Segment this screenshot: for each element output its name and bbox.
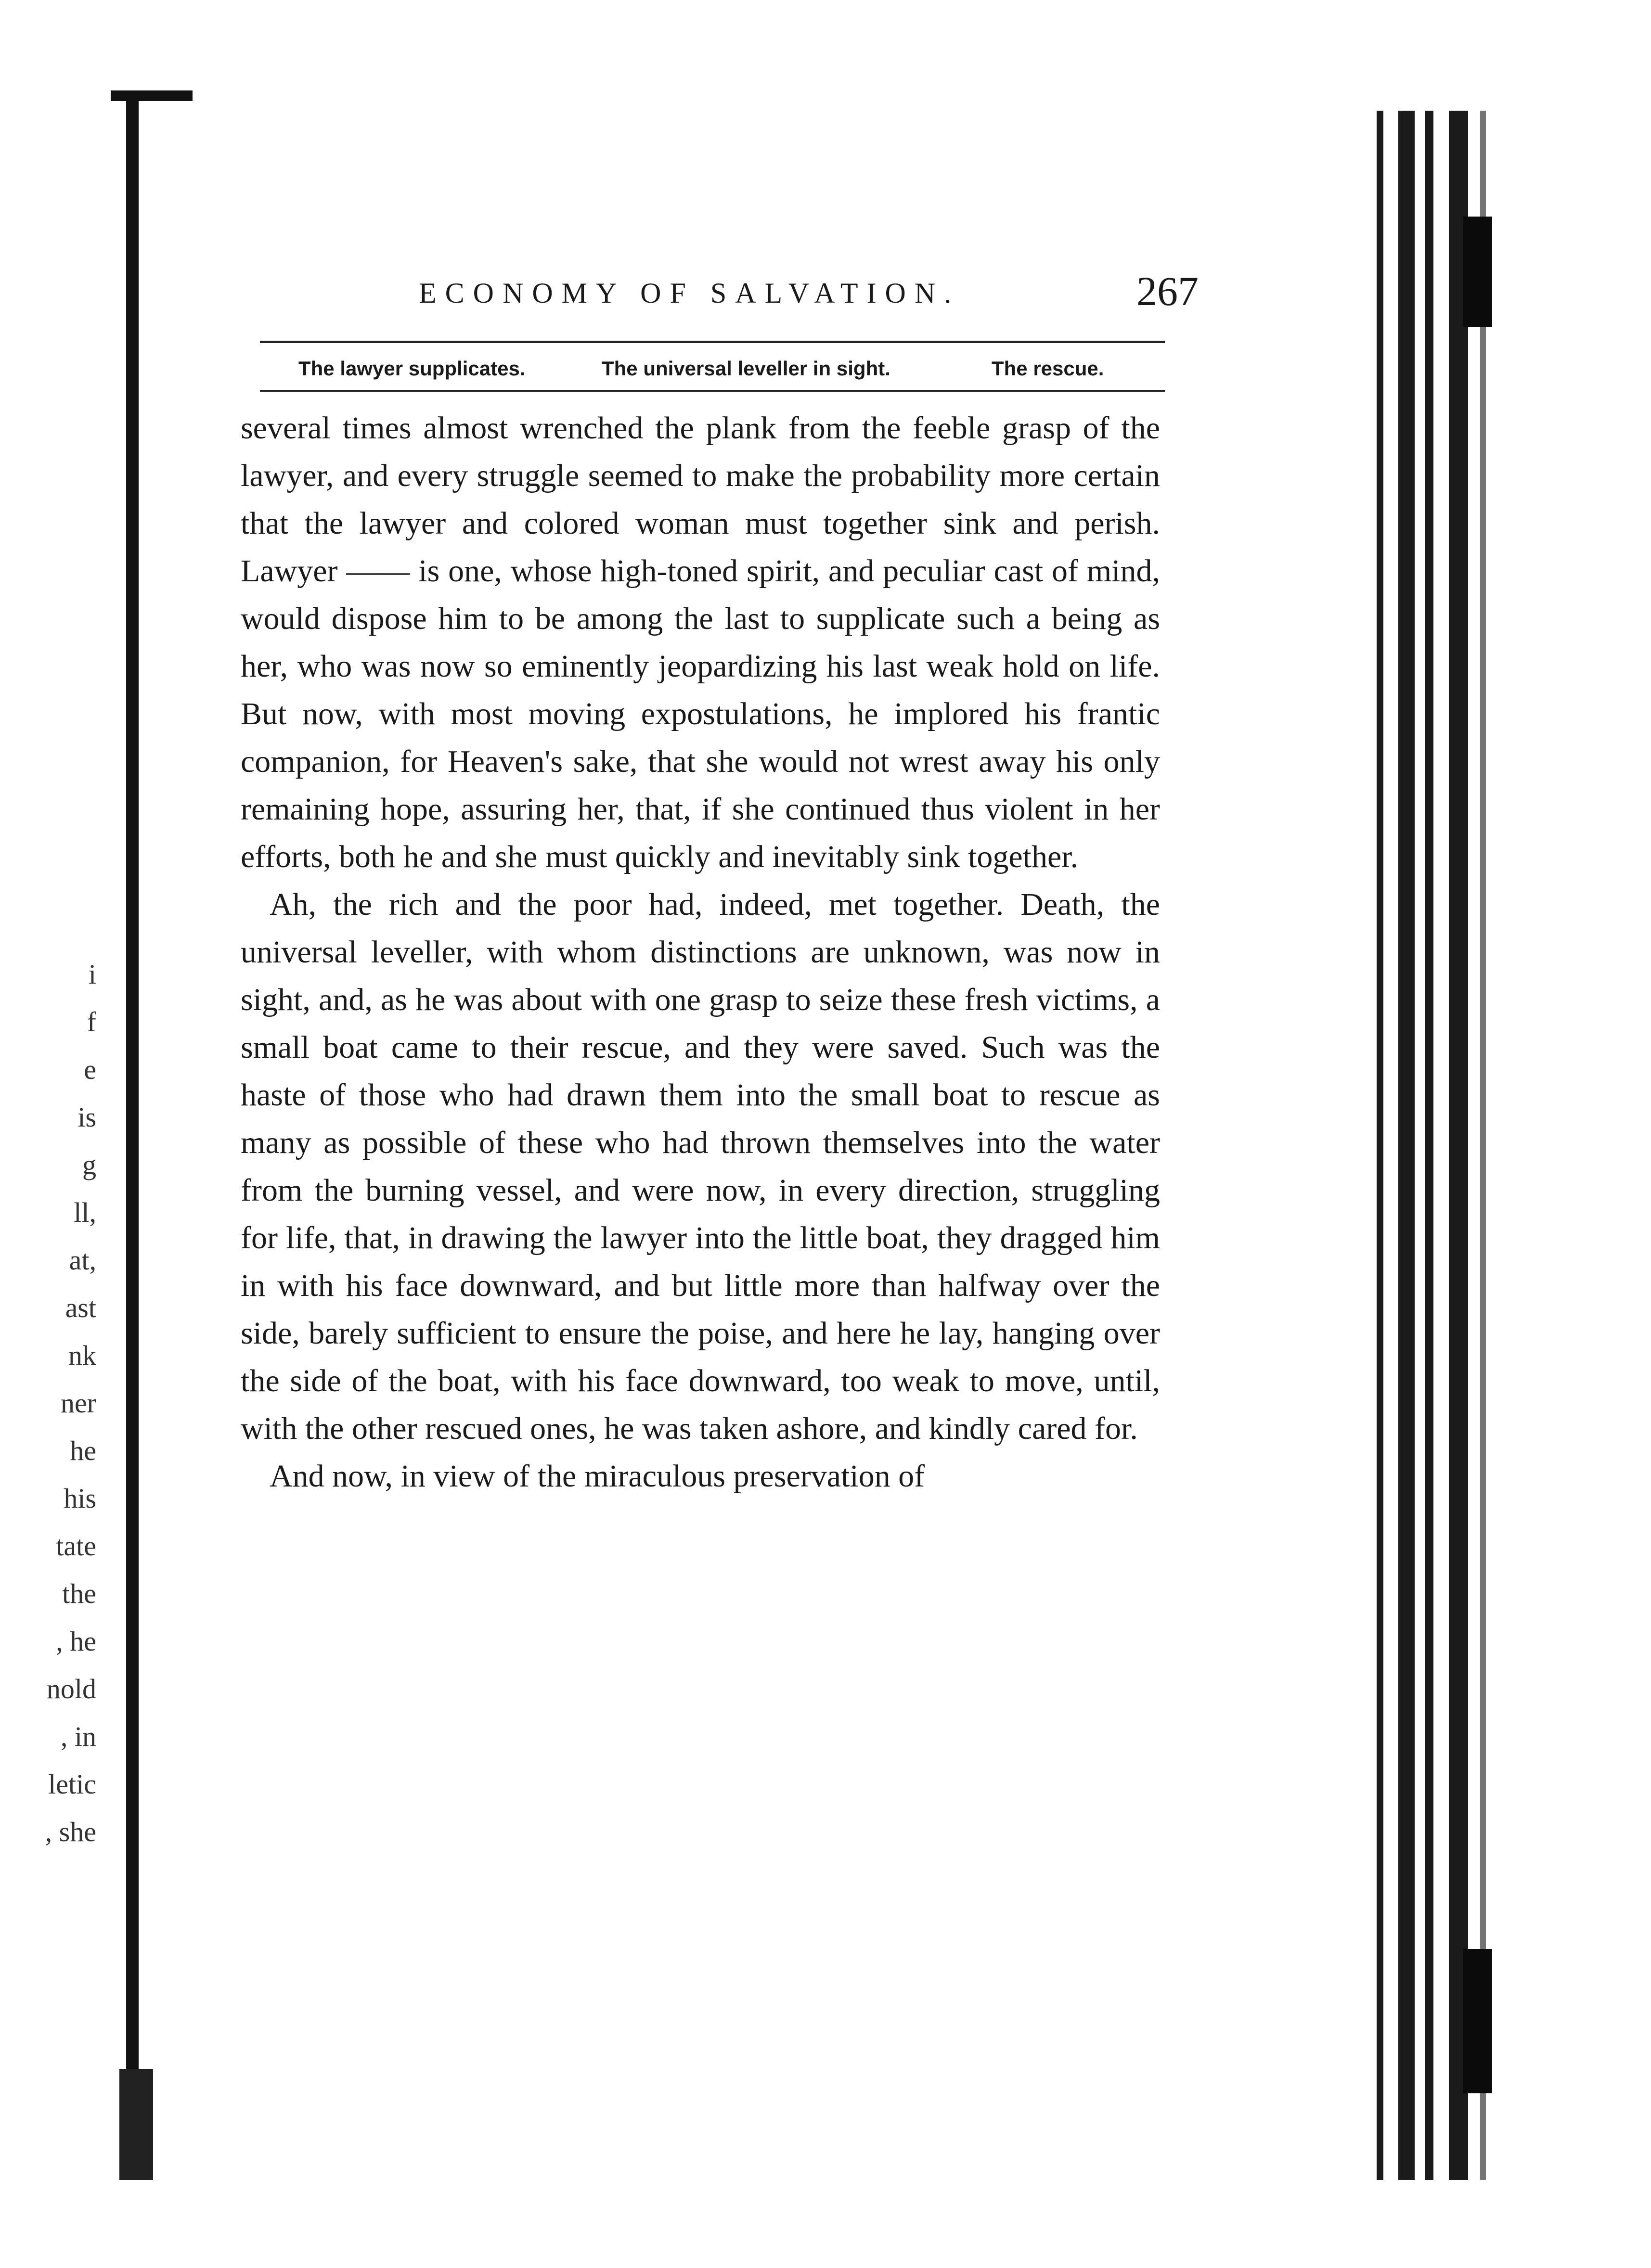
margin-fragment: , she bbox=[45, 1816, 96, 1847]
subheading: The lawyer supplicates. bbox=[298, 357, 526, 380]
subheading: The universal leveller in sight. bbox=[602, 357, 890, 380]
running-title: ECONOMY OF SALVATION. bbox=[419, 277, 960, 309]
margin-fragment: g bbox=[82, 1149, 96, 1180]
body-text bbox=[241, 404, 1160, 1500]
margin-fragment: ast bbox=[65, 1292, 96, 1323]
margin-fragment: e bbox=[84, 1054, 96, 1085]
margin-fragment: f bbox=[87, 1006, 96, 1038]
bleed-through-stripe bbox=[1425, 111, 1433, 2180]
margin-fragment: , in bbox=[60, 1721, 96, 1752]
running-head bbox=[260, 267, 1199, 315]
margin-fragment: , he bbox=[56, 1626, 96, 1657]
margin-fragment: is bbox=[77, 1102, 96, 1133]
page-number: 267 bbox=[1136, 268, 1199, 314]
paragraph: several times almost wrenched the plank from the feeble grasp of the lawyer, and every struggle seemed to make the probability more certain that the lawyer and colored woman must together sink and perish. Lawyer —— is one, whose high-toned spirit, and peculiar cast of mind, would dispose him to be among the last to supplicate such a being as her, who was now so eminently jeopardizing his last weak hold on life. But now, with most moving expostulations, he implored his frantic companion, for Heaven's sake, that she would not wrest away his only remaining hope, assuring her, that, if she continued thus violent in her efforts, both he and she must quickly and inevitably sink together. bbox=[241, 410, 1160, 874]
margin-fragment: letic bbox=[48, 1768, 96, 1800]
subheading-row bbox=[260, 351, 1165, 385]
paragraph: Ah, the rich and the poor had, indeed, met together. Death, the universal leveller, with whom distinctions are unknown, was now in sight, and, as he was about with one grasp to seize these fresh victims, a small boat came to their rescue, and they were saved. Such was the haste of those who had drawn them into the small boat to rescue as many as possible of these who had thrown themselves into the water from the burning vessel, and were now, in every direction, struggling for life, that, in drawing the lawyer into the little boat, they dragged him in with his face downward, and but little more than halfway over the side, barely sufficient to ensure the poise, and here he lay, hanging over the side of the boat, with his face downward, too weak to move, until, with the other rescued ones, he was taken ashore, and kindly cared for. bbox=[241, 887, 1160, 1446]
margin-fragment: the bbox=[62, 1578, 96, 1609]
bleed-through-stripe bbox=[1449, 111, 1468, 2180]
margin-fragment: nk bbox=[68, 1340, 96, 1371]
margin-fragment: at, bbox=[69, 1244, 96, 1276]
subheading: The rescue. bbox=[992, 357, 1104, 380]
binding-shadow bbox=[126, 91, 139, 2175]
bleed-through-stripe bbox=[1398, 111, 1415, 2180]
header-rule-top bbox=[260, 341, 1165, 343]
bleed-through-block bbox=[1463, 217, 1492, 327]
bleed-through-stripe bbox=[1480, 111, 1486, 2180]
header-rule-bottom bbox=[260, 390, 1165, 392]
paragraph: And now, in view of the miraculous preservation of bbox=[270, 1459, 925, 1494]
margin-fragment: nold bbox=[46, 1673, 96, 1704]
margin-fragment: ner bbox=[60, 1387, 96, 1419]
margin-fragment: i bbox=[88, 959, 96, 990]
binding-shadow-top bbox=[111, 90, 193, 101]
margin-fragment: he bbox=[70, 1435, 96, 1466]
bleed-through-block bbox=[1463, 1949, 1492, 2093]
margin-fragment: his bbox=[64, 1483, 96, 1514]
bleed-through-stripe bbox=[1377, 111, 1383, 2180]
margin-fragment: tate bbox=[56, 1530, 96, 1562]
margin-fragment: ll, bbox=[74, 1197, 96, 1228]
binding-shadow-foot bbox=[119, 2069, 153, 2180]
